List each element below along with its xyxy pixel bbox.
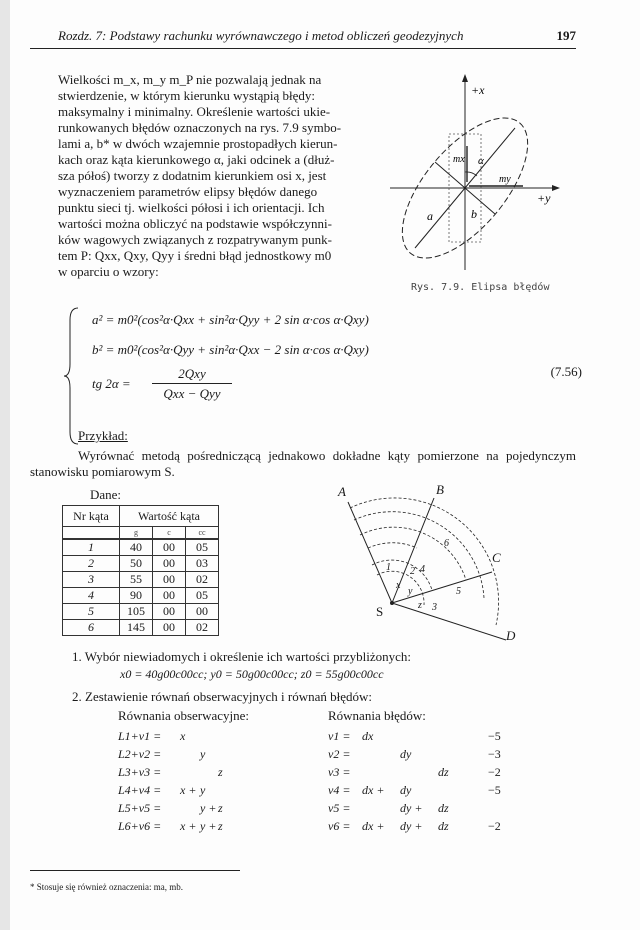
cell-cc: 00 [186,604,219,620]
angle-label-4: 4 [420,564,425,575]
y-axis-label: +y [537,191,551,205]
scan-edge [0,0,10,930]
example-task: Wyrównać metodą pośredniczącą jednakowo dokładne kąty pomierzone na pojedynczym stanowisku pomiarowym S. [30,448,576,479]
chapter-title: Rozdz. 7: Podstawy rachunku wyrównawczego i metod obliczeń geodezyjnych [58,28,464,43]
err-dy: dy [400,783,412,797]
table-row [63,604,219,620]
station-angles-figure [320,480,530,655]
err-const: −2 [488,819,501,833]
cell-g: 55 [120,572,153,588]
err-lhs: v5 = [328,801,351,815]
observation-equations-heading: Równania obserwacyjne: [118,708,250,723]
x-axis-arrow [462,74,468,82]
cell-cc: 03 [186,556,219,572]
err-const: −5 [488,783,501,797]
header-angle-value: Wartość kąta [120,506,219,527]
err-dx: dx + [362,783,385,797]
obs-z: z [218,801,223,815]
intro-line: w oparciu o wzory: [58,264,159,279]
intro-line: maksymalny i minimalny. Określenie wartości ukie- [58,104,331,119]
point-a: A [338,484,346,499]
obs-x: x + [180,783,197,797]
ray-a [348,502,392,603]
cell-g: 50 [120,556,153,572]
equation-b-squared: b² = m0²(cos²α·Qyy + sin²α·Qxx − 2 sin α·cos α·Qxy) [92,342,369,357]
cell-nr: 1 [63,539,120,556]
b-label: b [471,207,477,221]
intro-line: Wielkości m_x, m_y m_P nie pozwalają jednak na [58,72,322,87]
ray-d [392,603,506,640]
angle-label-2: 2 [410,566,415,577]
obs-y: y [200,783,206,797]
err-dy: dy + [400,801,423,815]
table-units-row [63,527,219,540]
figure-caption: Rys. 7.9. Elipsa błędów [411,282,550,293]
intro-line: runkowanych błędów oznaczonych na rys. 7.9 symbo- [58,120,342,135]
cell-cc: 02 [186,572,219,588]
arc-6 [350,498,499,625]
x-axis-label: +x [471,83,485,97]
cell-g: 105 [120,604,153,620]
cell-nr: 3 [63,572,120,588]
tg2alpha-denominator: Qxx − Qyy [163,386,221,401]
units-spacer [63,527,120,540]
cell-g: 90 [120,588,153,604]
error-ellipse-diagram [385,70,565,280]
intro-line: tem P: Qxx, Qxy, Qyy i średni błąd jednostkowy m0 [58,248,332,263]
obs-y: y [200,747,206,761]
err-dy: dy + [400,819,423,833]
approximate-values: x0 = 40g00c00cc; y0 = 50g00c00cc; z0 = 55g00c00cc [120,667,384,681]
step-2: 2. Zestawienie równań obserwacyjnych i równań błędów: [72,689,372,704]
angle-label-3: 3 [432,602,437,613]
unit-grad: g [120,527,153,540]
cell-c: 00 [153,539,186,556]
error-ellipse-figure [385,70,565,293]
var-z-label: z [418,600,422,611]
angle-label-5: 5 [456,586,461,597]
cell-g: 40 [120,539,153,556]
err-lhs: v4 = [328,783,351,797]
err-dz: dz [438,765,449,779]
err-lhs: v1 = [328,729,351,743]
angle-table [62,505,219,636]
obs-lhs: L2+v2 = [118,747,162,761]
var-y-label: y [408,586,413,597]
footnote-rule [30,870,240,871]
equation-number: (7.56) [550,364,582,379]
intro-line: stwierdzenie, w którym kierunku wystąpią błędy: [58,88,316,103]
station-angles-diagram [320,480,530,655]
cell-cc: 05 [186,539,219,556]
my-label: my [499,174,511,185]
cell-c: 00 [153,620,186,636]
given-label: Dane: [90,487,122,502]
table-row [63,572,219,588]
fraction-bar [152,383,232,384]
a-label: a [427,209,433,223]
cell-nr: 6 [63,620,120,636]
obs-lhs: L5+v5 = [118,801,162,815]
obs-y: y + [200,801,217,815]
page-number: 197 [556,28,576,43]
obs-lhs: L6+v6 = [118,819,162,833]
intro-line: sza półoś) tworzy z dodatnim kierunkiem osi x, jest [58,168,327,183]
equation-a-squared: a² = m0²(cos²α·Qxx + sin²α·Qyy + 2 sin α·cos α·Qxy) [92,312,369,327]
err-lhs: v3 = [328,765,351,779]
point-c: C [492,550,501,565]
unit-centicentigrad: cc [186,527,219,540]
cell-c: 00 [153,604,186,620]
err-dx: dx + [362,819,385,833]
cell-nr: 4 [63,588,120,604]
err-const: −3 [488,747,501,761]
angle-label-1: 1 [386,562,391,573]
running-header [58,28,576,46]
cell-c: 00 [153,556,186,572]
obs-x: x + [180,819,197,833]
table-header-row [63,506,219,527]
table-row [63,588,219,604]
arc-1 [368,543,417,548]
err-dx: dx [362,729,374,743]
point-s: S [376,604,384,619]
angle-label-6: 6 [444,538,449,549]
err-const: −5 [488,729,501,743]
err-dz: dz [438,819,449,833]
alpha-label: α [478,155,484,167]
obs-lhs: L4+v4 = [118,783,162,797]
point-d: D [506,628,516,643]
obs-x: x [180,729,186,743]
point-b: B [436,482,444,497]
obs-lhs: L1+v1 = [118,729,162,743]
err-lhs: v2 = [328,747,351,761]
station-point [390,601,394,605]
footnote: * Stosuje się również oznaczenia: ma, mb. [30,882,183,892]
intro-paragraph [58,72,360,280]
var-x-label: x [396,580,401,591]
table-row [63,620,219,636]
cell-cc: 02 [186,620,219,636]
intro-line: ków wagowych związanych z rozpatrywanym punk- [58,232,332,247]
error-equations-heading: Równania błędów: [328,708,426,723]
left-brace [62,306,82,446]
cell-nr: 2 [63,556,120,572]
obs-z: z [218,765,223,779]
cell-c: 00 [153,572,186,588]
err-dz: dz [438,801,449,815]
obs-y: y + [200,819,217,833]
tg2alpha-numerator: 2Qxy [178,366,206,381]
formula-block [62,306,582,446]
obs-z: z [218,819,223,833]
header-angle-number: Nr kąta [63,506,120,527]
intro-line: wartości można obliczyć na podstawie współczynni- [58,216,332,231]
err-dy: dy [400,747,412,761]
cell-g: 145 [120,620,153,636]
err-const: −2 [488,765,501,779]
table-row [63,556,219,572]
header-rule [30,48,576,49]
cell-cc: 05 [186,588,219,604]
obs-lhs: L3+v3 = [118,765,162,779]
tg2alpha-lhs: tg 2α = [92,376,131,391]
intro-line: wyznaczeniem parametrów elipsy błędów danego [58,184,318,199]
example-heading: Przykład: [78,428,128,443]
cell-c: 00 [153,588,186,604]
err-lhs: v6 = [328,819,351,833]
ray-c [392,572,492,603]
cell-nr: 5 [63,604,120,620]
unit-centigrad: c [153,527,186,540]
mx-label: mx [453,154,465,165]
intro-line: punktu sieci tj. wielkości półosi i ich orientacji. Ich [58,200,325,215]
intro-line: lami a, b* w dwóch wzajemnie prostopadłych kierun- [58,136,338,151]
y-axis-arrow [552,185,560,191]
table-row [63,539,219,556]
intro-line: kach oraz kąta kierunkowego α, jaki odcinek a (dłuż- [58,152,335,167]
step-1: 1. Wybór niewiadomych i określenie ich wartości przybliżonych: [72,649,412,664]
